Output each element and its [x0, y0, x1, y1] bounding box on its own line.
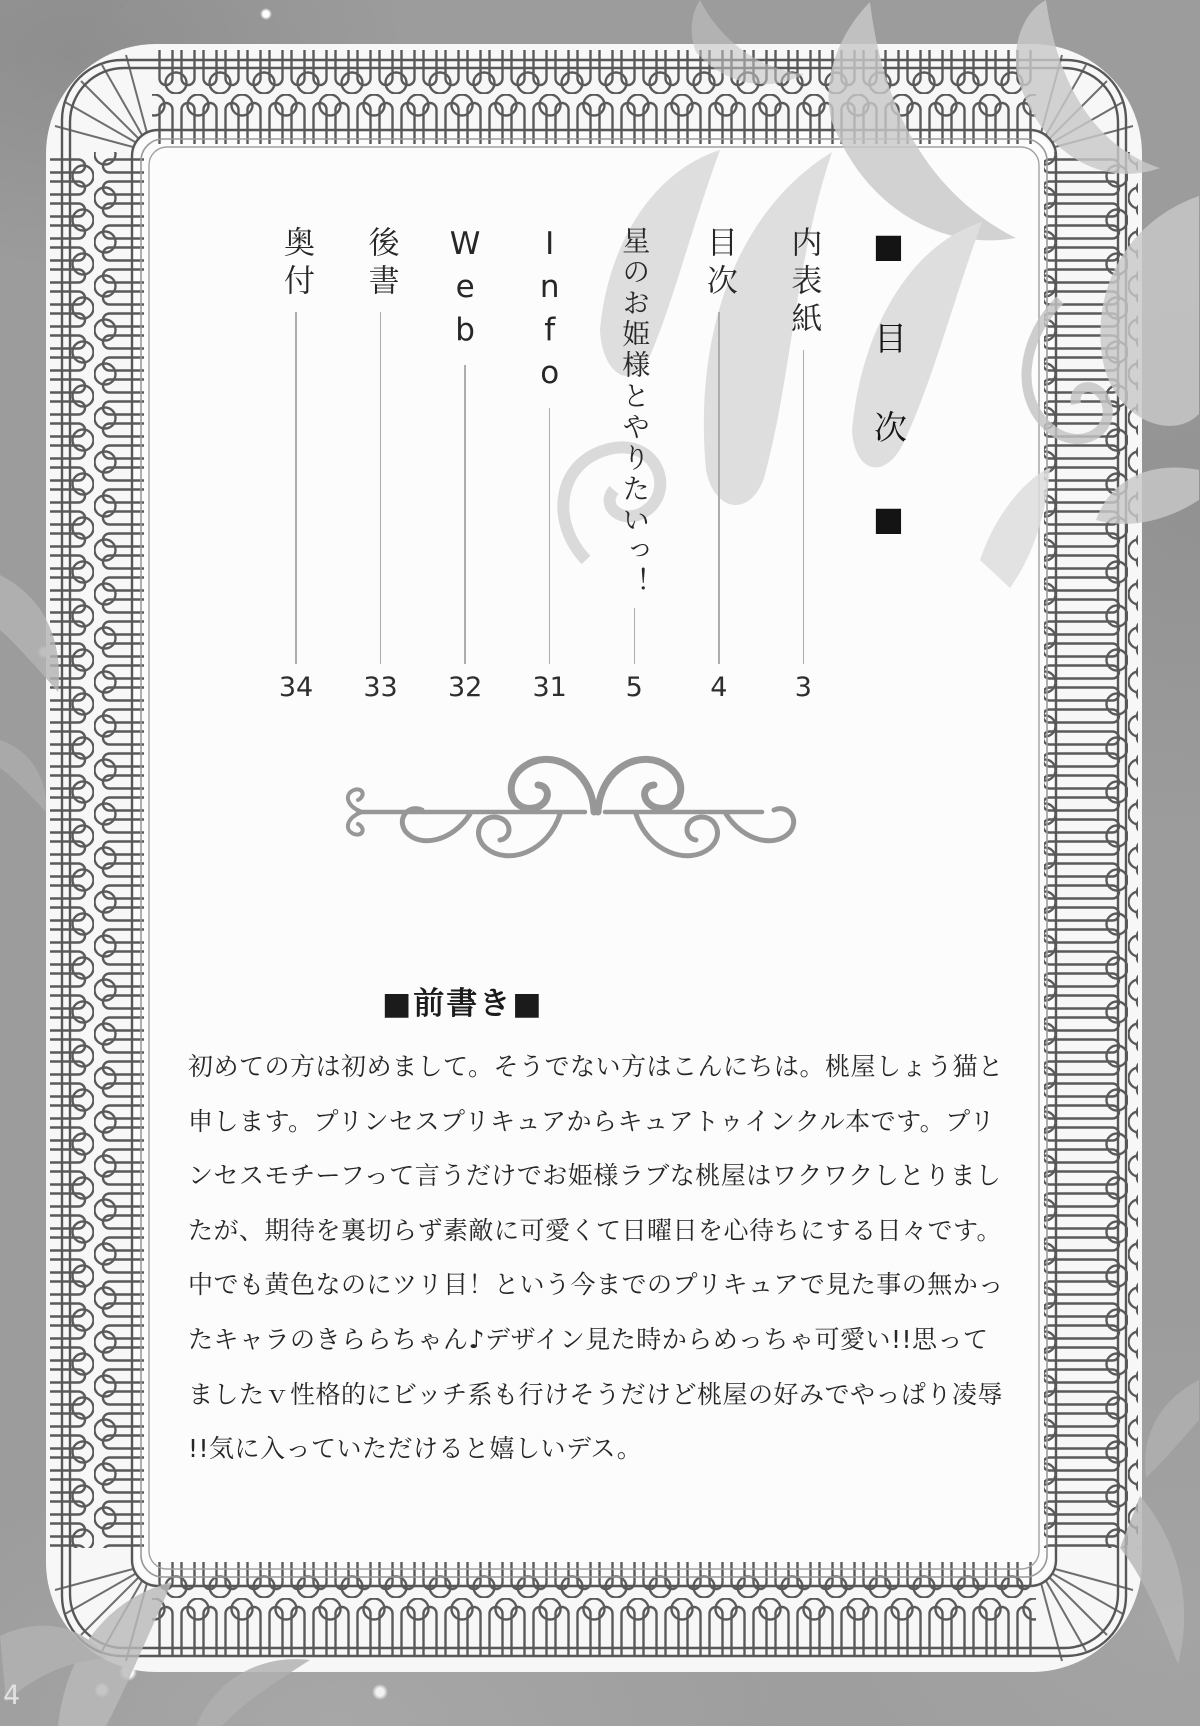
toc-entry-title: 内表紙 [785, 226, 822, 340]
leader-line [718, 312, 720, 664]
toc-page-number: 5 [625, 672, 643, 703]
foreword-line: 申します。プリンセスプリキュアからキュアトゥインクル本です。プリ [188, 1106, 996, 1136]
foreword-line: ンセスモチーフって言うだけでお姫様ラブな桃屋はワクワクしとりまし [188, 1161, 1002, 1191]
foreword-heading: ■前書き■ [382, 986, 544, 1022]
leader-line [803, 350, 805, 664]
foreword-line: !!気に入っていただけると嬉しいデス。 [188, 1434, 643, 1464]
toc-entry-title: 後書 [362, 226, 399, 302]
toc-entry-uchihyoshi [783, 226, 823, 704]
toc-header-text: ■目次■ [868, 226, 908, 594]
toc-page-number: 34 [278, 672, 314, 703]
leader-line [464, 365, 466, 664]
toc-entry-title: Web [447, 226, 484, 355]
toc-page-number: 4 [710, 672, 728, 703]
toc-entry-okuzuke [276, 226, 316, 704]
toc-page-number: 32 [447, 672, 483, 703]
leader-line [634, 608, 636, 664]
toc-entry-info [530, 226, 570, 704]
leader-line [380, 312, 382, 664]
toc-page-number: 3 [794, 672, 812, 703]
toc-page-number: 33 [363, 672, 398, 703]
foreword-line: ましたｖ性格的にビッチ系も行けそうだけど桃屋の好みでやっぱり凌辱 [188, 1379, 1004, 1409]
foreword-line: たが、期待を裏切らず素敵に可愛くて日曜日を心待ちにする日々です。 [188, 1215, 1003, 1245]
table-of-contents [276, 226, 908, 704]
toc-entry-title: 目次 [700, 226, 737, 302]
toc-page-number: 31 [532, 672, 567, 703]
foreword-text [188, 1040, 1004, 1477]
toc-header [868, 226, 908, 594]
folio-page-number: 4 [3, 1680, 21, 1711]
toc-entry-atogaki [361, 226, 401, 704]
toc-entry-main-story [614, 226, 654, 704]
foreword-line: たキャラのきららちゃん♪デザイン見た時からめっちゃ可愛い!!思って [188, 1324, 989, 1354]
leader-line [549, 408, 551, 664]
toc-entry-title: Info [531, 226, 568, 398]
toc-entry-mokuji [699, 226, 739, 704]
foreword-line: 初めての方は初めまして。そうでない方はこんにちは。桃屋しょう猫と [188, 1052, 1004, 1081]
toc-entry-web [445, 226, 485, 704]
foreword-line: 中でも黄色なのにツリ目！という今までのプリキュアで見た事の無かっ [188, 1270, 1004, 1300]
toc-entry-title: 奥付 [278, 226, 314, 302]
leader-line [295, 312, 297, 664]
toc-entry-title: 星のお姫様とやりたいっ！ [618, 226, 652, 598]
